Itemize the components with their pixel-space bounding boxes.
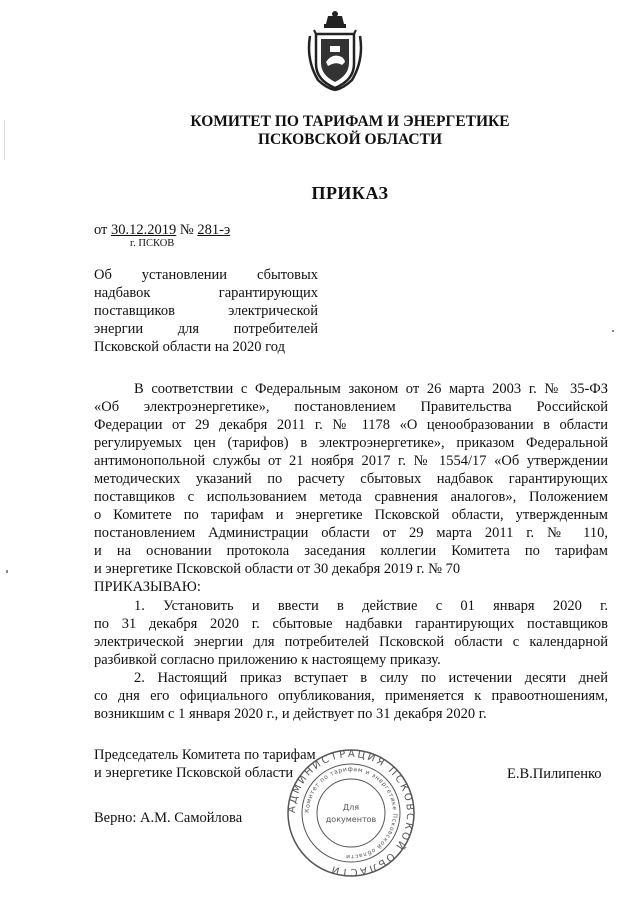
preamble-line: постановлением Администрации области от 29 марта 2011 г. № 110, [94,525,608,541]
stamp-inner-text: Комитет по тарифам и энергетике Псковской области [303,765,399,861]
signatory-name: Е.В.Пилипенко [507,766,602,782]
item-line: 1. Установить и ввести в действие с 01 января 2020 г. [134,598,608,614]
position-line: и энергетике Псковской области [94,765,294,781]
order-prefix: от [94,222,112,238]
preamble-line: методических указаний по расчету сбытовых надбавок гарантирующих [94,471,608,487]
preamble-paragraph [94,380,608,578]
coat-of-arms-icon [306,10,364,92]
subject-line: Псковской области на 2020 год [94,339,285,355]
preamble-line: регулируемых цен (тарифов) в электроэнергетике», приказом Федеральной [94,435,608,451]
organization-name-line1: КОМИТЕТ ПО ТАРИФАМ И ЭНЕРГЕТИКЕ [190,113,510,130]
item-line: возникшим с 1 января 2020 г., и действует по 31 декабря 2020 г. [94,706,487,722]
document-title: ПРИКАЗ [311,183,389,203]
decree-word: ПРИКАЗЫВАЮ: [94,579,201,595]
subject-line: надбавок гарантирующих [94,285,318,301]
order-details [94,222,230,239]
order-item-1 [94,597,608,669]
preamble-line: «Об электроэнергетике», постановлением Правительства Российской [94,399,608,415]
signatory-position [94,746,316,782]
stamp-center-line1: Для [342,803,360,812]
item-line: электрической энергии для потребителей Псковской области с календарной [94,634,608,650]
organization-name-line2: ПСКОВСКОЙ ОБЛАСТИ [257,131,442,148]
item-line: разбивкой согласно приложению к настоящему приказу. [94,652,441,668]
stamp-center-line2: документов [325,815,377,824]
preamble-line: и энергетике Псковской области от 30 декабря 2019 г. № 70 [94,561,461,577]
subject-line: поставщиков электрической [94,303,318,319]
svg-text:Комитет по тарифам и энергетик [304,766,398,860]
order-city: г. ПСКОВ [130,238,175,249]
scan-speck [4,120,5,160]
official-stamp-icon [286,748,416,878]
subject-line: Об установлении сбытовых [94,267,318,283]
scan-speck [612,330,614,332]
verification-note: Верно: А.М. Самойлова [94,810,243,826]
preamble-line: о Комитете по тарифам и энергетике Псковской области, утвержденным [94,507,608,523]
order-subject [94,266,318,356]
position-line: Председатель Комитета по тарифам [94,747,316,763]
preamble-line: Федерации от 29 декабря 2011 г. № 1178 «О ценообразовании в области [94,417,608,433]
subject-line: энергии для потребителей [94,321,318,337]
item-line: по 31 декабря 2020 г. сбытовые надбавки гарантирующих поставщиков [94,616,608,632]
item-line: 2. Настоящий приказ вступает в силу по истечении десяти дней [134,670,608,686]
item-line: со дня его официального опубликования, применяется к правоотношениям, [94,688,608,704]
scan-speck [6,570,8,573]
preamble-line: антимонопольной службы от 21 ноября 2017 г. № 1554/17 «Об утверждении [94,453,608,469]
order-number-sign: № [176,222,198,238]
order-item-2 [94,669,608,723]
preamble-line: и на основании протокола заседания коллегии Комитета по тарифам [94,543,608,559]
order-date: 30.12.2019 [111,222,177,238]
order-number: 281-э [197,222,231,238]
preamble-line: поставщиков с использованием метода сравнения аналогов», Положением [94,489,608,505]
stamp-outer-text: АДМИНИСТРАЦИЯ ПСКОВСКОЙ ОБЛАСТИ [286,748,416,878]
preamble-line: В соответствии с Федеральным законом от 26 марта 2003 г. № 35-ФЗ [134,381,608,397]
